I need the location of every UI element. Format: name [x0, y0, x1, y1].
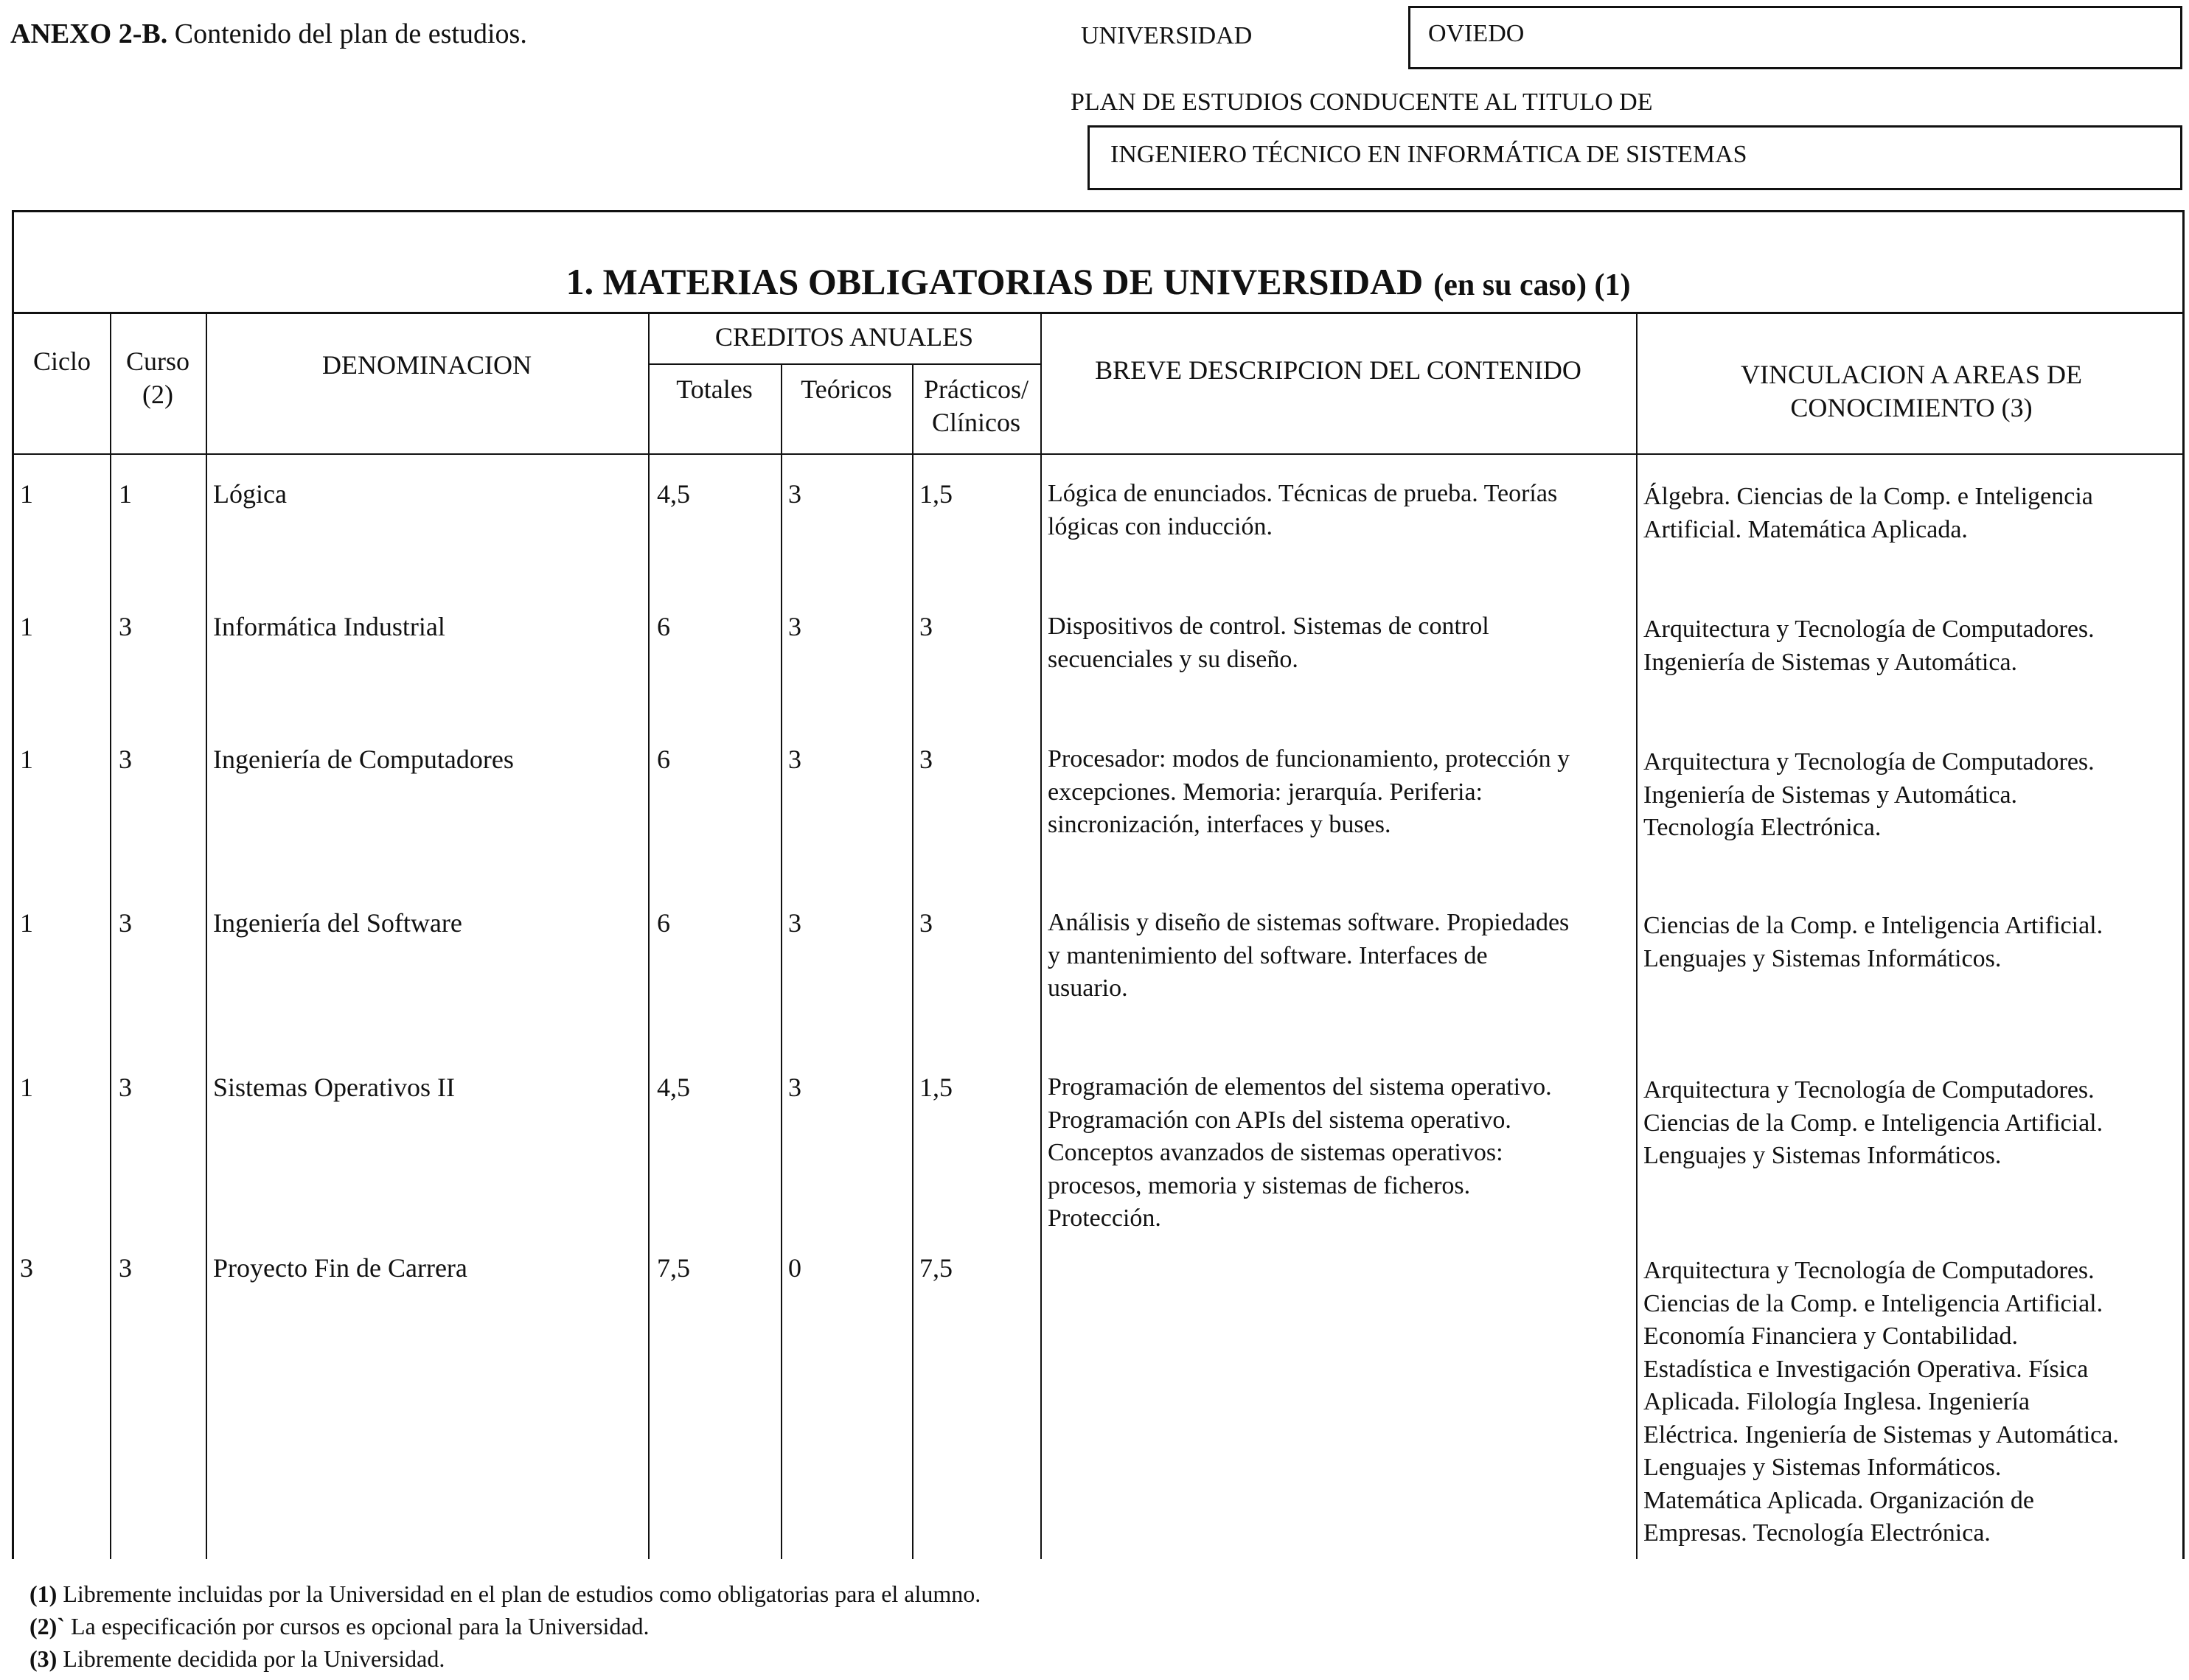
- cell-curso: 3: [119, 1253, 132, 1283]
- descripcion-line: y mantenimiento del software. Interfaces de: [1048, 941, 1488, 969]
- cell-teoricos: 3: [788, 479, 801, 509]
- cell-denominacion: Ingeniería de Computadores: [213, 745, 514, 774]
- cell-totales: 7,5: [657, 1253, 690, 1283]
- cell-denominacion: Lógica: [213, 479, 287, 509]
- table-title: [14, 212, 2182, 314]
- col-header-descripcion: BREVE DESCRIPCION DEL CONTENIDO: [1095, 355, 1581, 385]
- col-divider: [110, 314, 111, 1559]
- areas-line: Economía Financiera y Contabilidad.: [1643, 1322, 2018, 1350]
- cell-areas: [1643, 1255, 2119, 1550]
- cell-areas: [1643, 746, 2095, 845]
- footnote: [29, 1610, 981, 1642]
- col-header-vinculacion: VINCULACION A AREAS DE: [1740, 360, 2083, 389]
- areas-line: Tecnología Electrónica.: [1643, 814, 1882, 841]
- areas-line: Lenguajes y Sistemas Informáticos.: [1643, 944, 2002, 972]
- areas-line: Estadística e Investigación Operativa. Física: [1643, 1355, 2089, 1383]
- plan-label: PLAN DE ESTUDIOS CONDUCENTE AL TITULO DE: [1071, 88, 1653, 116]
- col-header-clinicos: Clínicos: [931, 408, 1020, 437]
- areas-line: Artificial. Matemática Aplicada.: [1643, 515, 1968, 543]
- degree-box: [1087, 125, 2182, 190]
- areas-line: Empresas. Tecnología Electrónica.: [1643, 1519, 1991, 1547]
- descripcion-line: Lógica de enunciados. Técnicas de prueba. Teorías: [1048, 480, 1558, 507]
- cell-ciclo: 1: [20, 908, 33, 938]
- cell-practicos: 3: [919, 908, 933, 938]
- cell-descripcion: [1048, 907, 1569, 1005]
- cell-totales: 6: [657, 612, 670, 641]
- col-header-totales: Totales: [676, 374, 753, 404]
- descripcion-line: excepciones. Memoria: jerarquía. Periferia:: [1048, 778, 1483, 806]
- areas-line: Matemática Aplicada. Organización de: [1643, 1486, 2034, 1514]
- descripcion-line: Programación de elementos del sistema operativo.: [1048, 1073, 1552, 1101]
- cell-areas: [1643, 481, 2093, 546]
- cell-practicos: 1,5: [919, 1073, 953, 1102]
- areas-line: Lenguajes y Sistemas Informáticos.: [1643, 1142, 2002, 1169]
- cell-practicos: 7,5: [919, 1253, 953, 1283]
- col-divider: [206, 314, 207, 1559]
- descripcion-line: usuario.: [1048, 975, 1128, 1002]
- descripcion-line: secuenciales y su diseño.: [1048, 645, 1298, 673]
- col-header-curso-note: (2): [142, 380, 173, 409]
- annex-title: Contenido del plan de estudios.: [174, 18, 527, 49]
- table-title-suffix: (en su caso) (1): [1433, 268, 1631, 302]
- descripcion-line: Procesador: modos de funcionamiento, protección y: [1048, 745, 1570, 773]
- footnote: [29, 1642, 981, 1675]
- areas-line: Arquitectura y Tecnología de Computadores.: [1643, 1076, 2095, 1104]
- cell-totales: 4,5: [657, 1073, 690, 1102]
- cell-teoricos: 3: [788, 908, 801, 938]
- cell-denominacion: Sistemas Operativos II: [213, 1073, 455, 1102]
- cell-areas: [1643, 1074, 2103, 1173]
- annex-heading: [10, 18, 527, 50]
- footnotes: [29, 1578, 981, 1675]
- descripcion-line: procesos, memoria y sistemas de ficheros.: [1048, 1171, 1471, 1199]
- creditos-divider: [648, 363, 1040, 365]
- areas-line: Ingeniería de Sistemas y Automática.: [1643, 781, 2018, 809]
- cell-practicos: 1,5: [919, 479, 953, 509]
- cell-teoricos: 3: [788, 1073, 801, 1102]
- cell-ciclo: 1: [20, 479, 33, 509]
- subjects-table: [12, 210, 2185, 1559]
- col-divider: [781, 363, 782, 1559]
- cell-curso: 3: [119, 1073, 132, 1102]
- footnote-text: La especificación por cursos es opcional para la Universidad.: [70, 1613, 650, 1639]
- cell-teoricos: 0: [788, 1253, 801, 1283]
- descripcion-line: Análisis y diseño de sistemas software. Propiedades: [1048, 909, 1570, 936]
- cell-totales: 4,5: [657, 479, 690, 509]
- degree-value: INGENIERO TÉCNICO EN INFORMÁTICA DE SISTEMAS: [1110, 141, 1747, 168]
- cell-ciclo: 3: [20, 1253, 33, 1283]
- cell-practicos: 3: [919, 612, 933, 641]
- cell-descripcion: [1048, 478, 1557, 543]
- col-header-curso: Curso: [125, 346, 189, 376]
- col-header-practicos: Prácticos/: [924, 374, 1029, 404]
- areas-line: Lenguajes y Sistemas Informáticos.: [1643, 1454, 2002, 1481]
- cell-descripcion: [1048, 610, 1489, 676]
- cell-ciclo: 1: [20, 745, 33, 774]
- cell-curso: 3: [119, 612, 132, 641]
- col-header-vinculacion-2: CONOCIMIENTO (3): [1790, 393, 2033, 422]
- cell-curso: 3: [119, 908, 132, 938]
- cell-curso: 3: [119, 745, 132, 774]
- descripcion-line: Programación con APIs del sistema operativo.: [1048, 1106, 1511, 1134]
- areas-line: Ciencias de la Comp. e Inteligencia Artificial.: [1643, 1109, 2103, 1137]
- col-header-ciclo: Ciclo: [33, 346, 91, 376]
- descripcion-line: lógicas con inducción.: [1048, 512, 1273, 540]
- areas-line: Arquitectura y Tecnología de Computadores.: [1643, 748, 2095, 775]
- areas-line: Aplicada. Filología Inglesa. Ingeniería: [1643, 1388, 2030, 1415]
- header-bottom-line: [14, 453, 2182, 455]
- annex-label: ANEXO 2-B.: [10, 18, 168, 49]
- cell-totales: 6: [657, 745, 670, 774]
- footnote-mark: (1): [29, 1580, 58, 1607]
- col-header-denominacion: DENOMINACION: [322, 350, 532, 380]
- descripcion-line: Conceptos avanzados de sistemas operativos:: [1048, 1139, 1503, 1166]
- university-value: OVIEDO: [1428, 20, 1525, 47]
- cell-areas: [1643, 613, 2095, 679]
- cell-practicos: 3: [919, 745, 933, 774]
- descripcion-line: Protección.: [1048, 1205, 1161, 1232]
- areas-line: Ciencias de la Comp. e Inteligencia Artificial.: [1643, 912, 2103, 939]
- cell-denominacion: Proyecto Fin de Carrera: [213, 1253, 467, 1283]
- university-box: [1408, 6, 2182, 69]
- descripcion-line: sincronización, interfaces y buses.: [1048, 811, 1391, 838]
- cell-denominacion: Ingeniería del Software: [213, 908, 462, 938]
- cell-teoricos: 3: [788, 612, 801, 641]
- cell-ciclo: 1: [20, 1073, 33, 1102]
- footnote-mark: (3): [29, 1645, 58, 1672]
- cell-totales: 6: [657, 908, 670, 938]
- col-header-teoricos: Teóricos: [801, 374, 892, 404]
- col-divider: [1040, 314, 1042, 1559]
- footnote-text: Libremente decidida por la Universidad.: [63, 1645, 445, 1672]
- cell-teoricos: 3: [788, 745, 801, 774]
- col-header-creditos: CREDITOS ANUALES: [714, 322, 974, 352]
- cell-denominacion: Informática Industrial: [213, 612, 445, 641]
- cell-descripcion: [1048, 743, 1570, 842]
- table-title-main: 1. MATERIAS OBLIGATORIAS DE UNIVERSIDAD: [565, 261, 1424, 302]
- areas-line: Ingeniería de Sistemas y Automática.: [1643, 648, 2018, 676]
- cell-descripcion: [1048, 1071, 1552, 1235]
- col-divider: [912, 363, 913, 1559]
- cell-areas: [1643, 910, 2103, 975]
- footnote: [29, 1578, 981, 1610]
- areas-line: Arquitectura y Tecnología de Computadores.: [1643, 1257, 2095, 1284]
- university-label: UNIVERSIDAD: [1081, 22, 1253, 49]
- footnote-text: Libremente incluidas por la Universidad en el plan de estudios como obligatorias para el alumno.: [63, 1580, 981, 1607]
- areas-line: Eléctrica. Ingeniería de Sistemas y Automática.: [1643, 1421, 2119, 1449]
- descripcion-line: Dispositivos de control. Sistemas de control: [1048, 613, 1489, 640]
- areas-line: Arquitectura y Tecnología de Computadores.: [1643, 616, 2095, 643]
- col-divider: [1636, 314, 1638, 1559]
- col-divider: [648, 314, 650, 1559]
- cell-ciclo: 1: [20, 612, 33, 641]
- areas-line: Álgebra. Ciencias de la Comp. e Inteligencia: [1643, 483, 2093, 510]
- cell-curso: 1: [119, 479, 132, 509]
- footnote-mark: (2)`: [29, 1613, 65, 1639]
- areas-line: Ciencias de la Comp. e Inteligencia Artificial.: [1643, 1289, 2103, 1317]
